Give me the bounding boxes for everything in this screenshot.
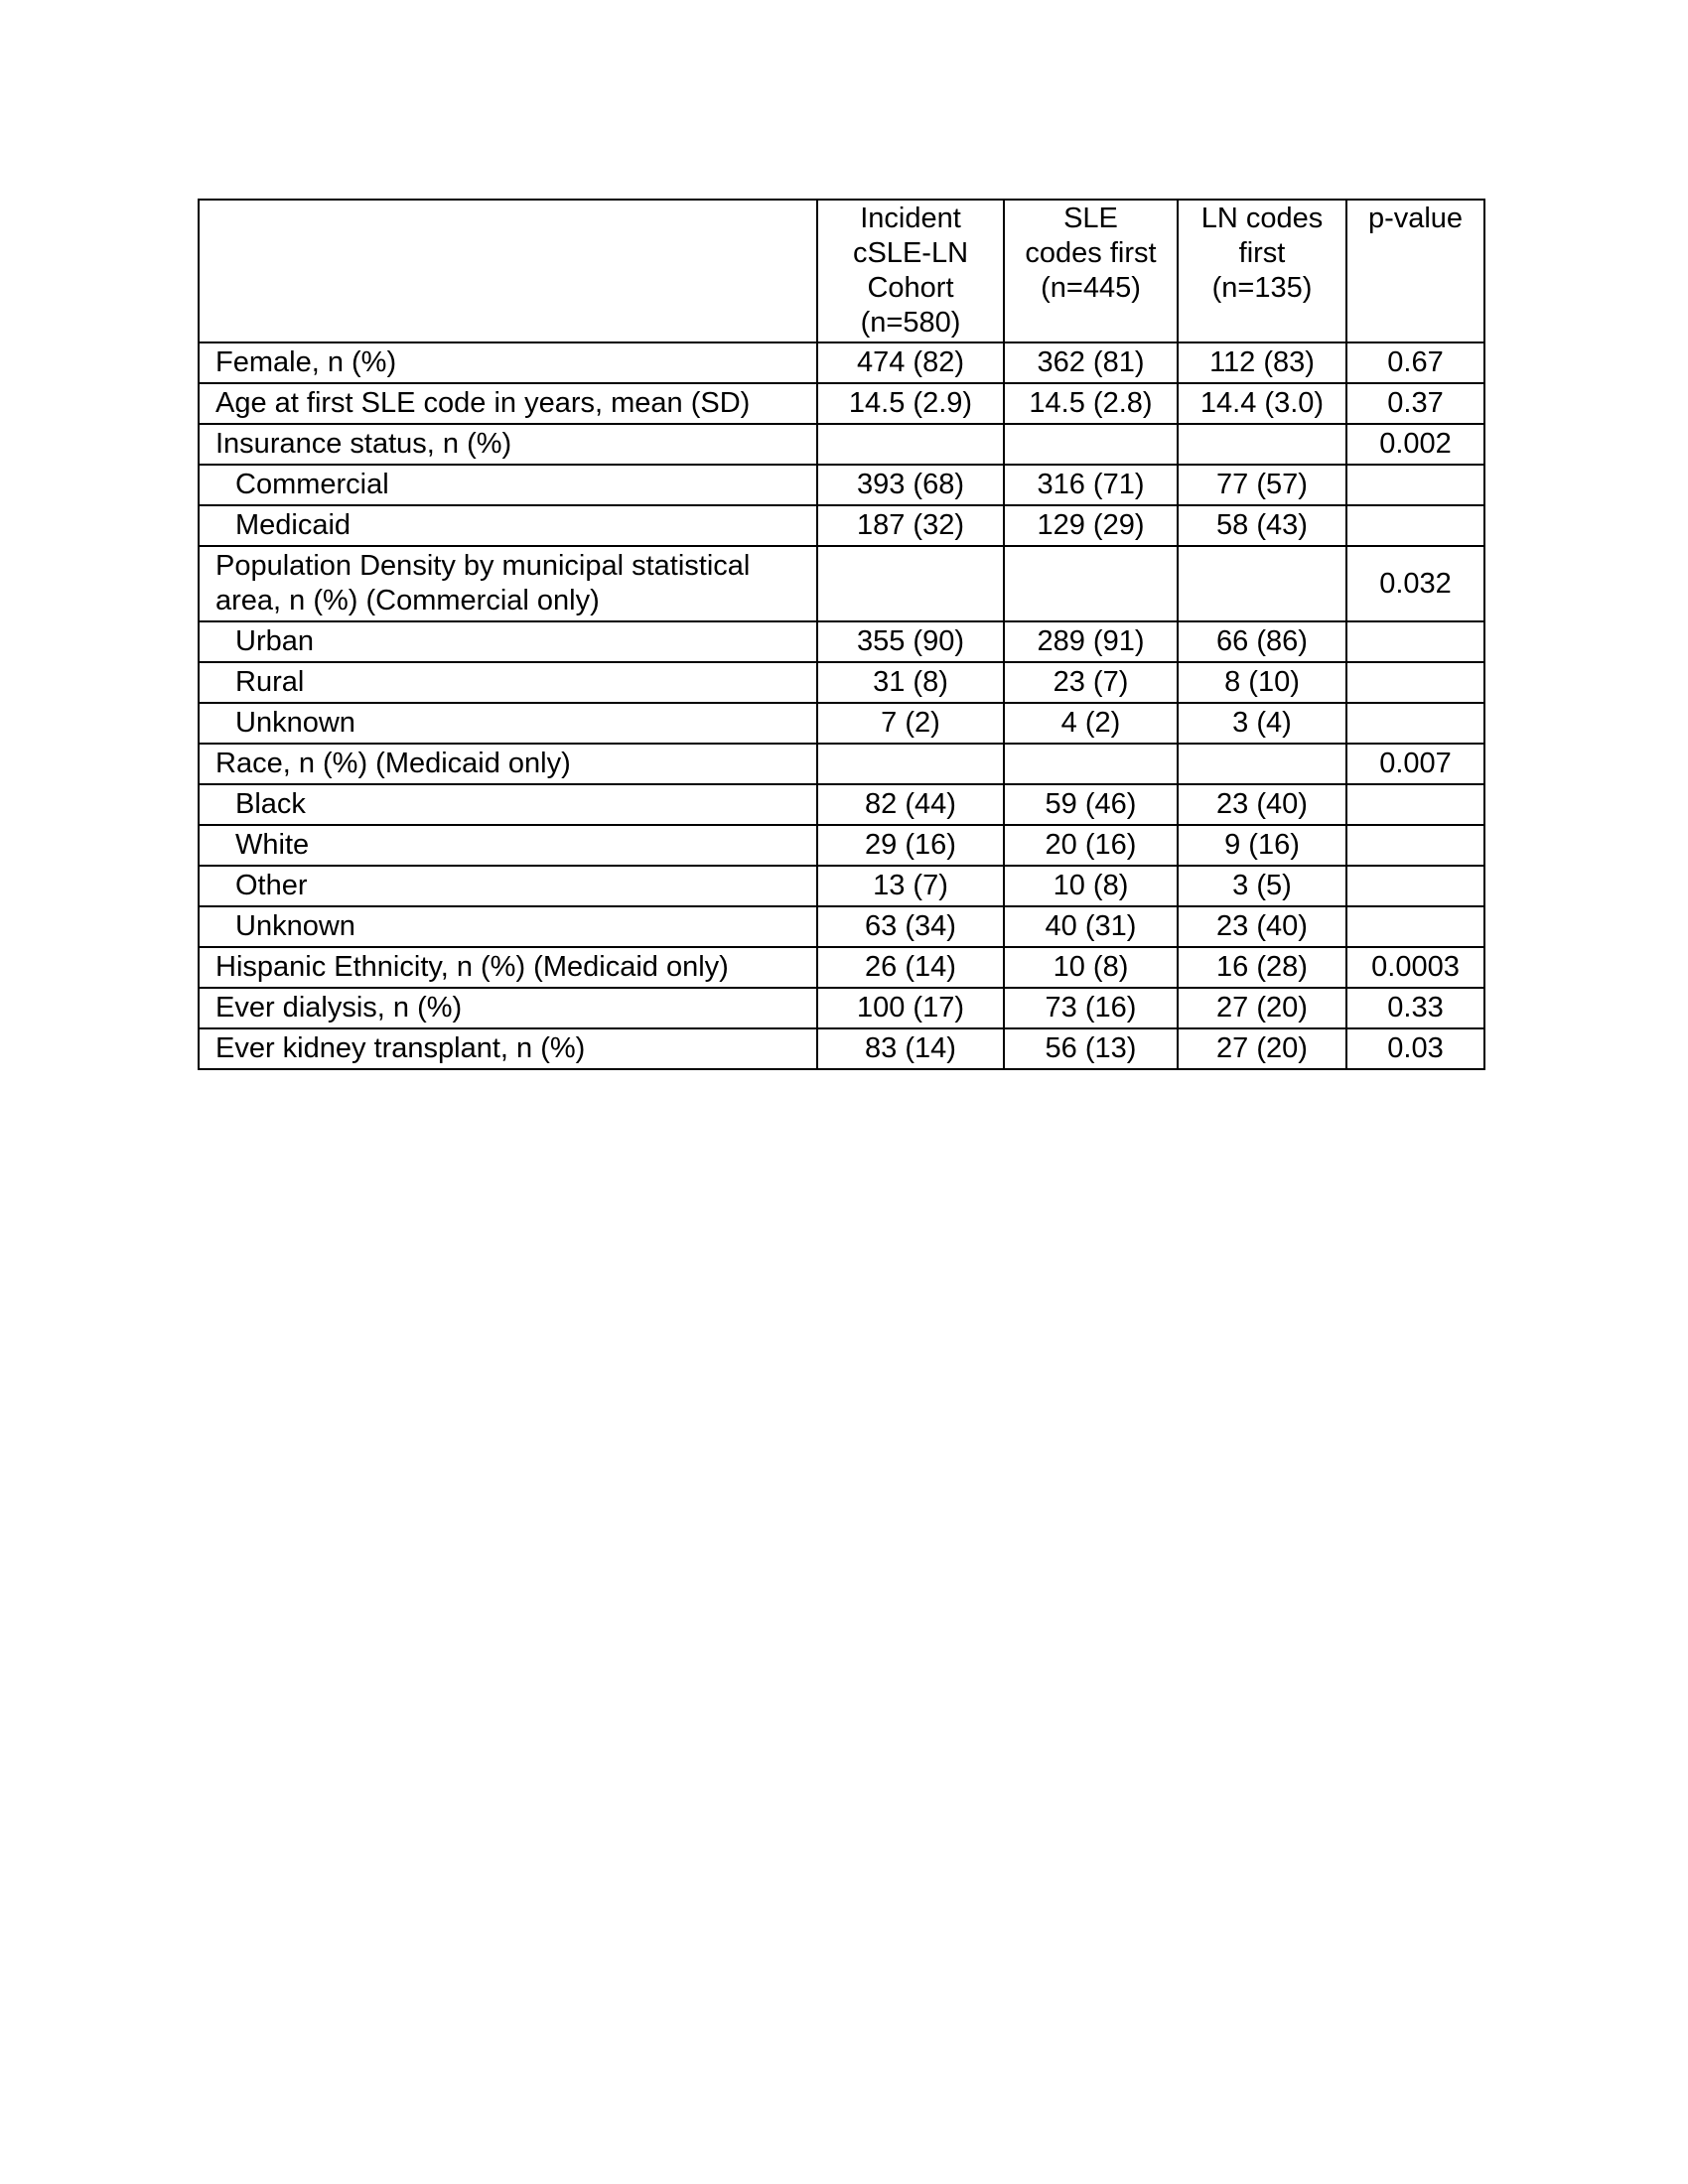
cohort-value — [817, 424, 1004, 465]
row-label: Urban — [199, 621, 817, 662]
p-value: 0.0003 — [1346, 947, 1484, 988]
header-cohort — [817, 200, 1004, 342]
ln-first-value: 16 (28) — [1178, 947, 1346, 988]
cohort-value: 100 (17) — [817, 988, 1004, 1028]
header-line: (n=135) — [1211, 272, 1313, 304]
cohort-value — [817, 744, 1004, 784]
header-line: first — [1238, 237, 1286, 269]
sle-first-value: 59 (46) — [1004, 784, 1178, 825]
ln-first-value: 66 (86) — [1178, 621, 1346, 662]
ln-first-value: 3 (4) — [1178, 703, 1346, 744]
header-line: LN codes — [1200, 203, 1324, 234]
table-row — [199, 744, 1484, 784]
table-row — [199, 342, 1484, 383]
ln-first-value: 8 (10) — [1178, 662, 1346, 703]
cohort-value: 26 (14) — [817, 947, 1004, 988]
row-label: Commercial — [199, 465, 817, 505]
p-value — [1346, 505, 1484, 546]
table-row — [199, 424, 1484, 465]
cohort-value: 63 (34) — [817, 906, 1004, 947]
cohort-value: 187 (32) — [817, 505, 1004, 546]
cohort-value: 83 (14) — [817, 1028, 1004, 1069]
sle-first-value — [1004, 546, 1178, 621]
table-row — [199, 988, 1484, 1028]
header-line: Cohort — [867, 272, 954, 304]
row-label: Insurance status, n (%) — [199, 424, 817, 465]
sle-first-value — [1004, 424, 1178, 465]
row-label: Population Density by municipal statistical area, n (%) (Commercial only) — [199, 546, 817, 621]
sle-first-value: 362 (81) — [1004, 342, 1178, 383]
row-label: Age at first SLE code in years, mean (SD) — [199, 383, 817, 424]
cohort-value — [817, 546, 1004, 621]
cohort-value: 355 (90) — [817, 621, 1004, 662]
row-label: Black — [199, 784, 817, 825]
cohort-value: 13 (7) — [817, 866, 1004, 906]
table-row — [199, 1028, 1484, 1069]
cohort-value: 82 (44) — [817, 784, 1004, 825]
table-row — [199, 662, 1484, 703]
ln-first-value: 27 (20) — [1178, 1028, 1346, 1069]
p-value: 0.33 — [1346, 988, 1484, 1028]
table-row — [199, 383, 1484, 424]
ln-first-value: 112 (83) — [1178, 342, 1346, 383]
header-ln-first — [1178, 200, 1346, 342]
sle-first-value: 129 (29) — [1004, 505, 1178, 546]
header-p-value — [1346, 200, 1484, 342]
row-label: Medicaid — [199, 505, 817, 546]
ln-first-value — [1178, 546, 1346, 621]
row-label: Hispanic Ethnicity, n (%) (Medicaid only) — [199, 947, 817, 988]
header-line: Incident — [860, 203, 961, 234]
table-header-row — [199, 200, 1484, 342]
header-line: (n=445) — [1041, 272, 1141, 304]
header-sle-first — [1004, 200, 1178, 342]
header-line: cSLE-LN — [852, 237, 969, 269]
table-row — [199, 621, 1484, 662]
row-label: Unknown — [199, 703, 817, 744]
ln-first-value: 23 (40) — [1178, 784, 1346, 825]
row-label: Female, n (%) — [199, 342, 817, 383]
p-value — [1346, 866, 1484, 906]
cohort-value: 393 (68) — [817, 465, 1004, 505]
row-label: Ever kidney transplant, n (%) — [199, 1028, 817, 1069]
header-empty-cell — [199, 200, 817, 342]
ln-first-value: 9 (16) — [1178, 825, 1346, 866]
cohort-value: 29 (16) — [817, 825, 1004, 866]
p-value: 0.032 — [1346, 546, 1484, 621]
p-value — [1346, 662, 1484, 703]
ln-first-value: 14.4 (3.0) — [1178, 383, 1346, 424]
sle-first-value: 56 (13) — [1004, 1028, 1178, 1069]
ln-first-value: 58 (43) — [1178, 505, 1346, 546]
sle-first-value: 10 (8) — [1004, 866, 1178, 906]
table-row — [199, 825, 1484, 866]
p-value — [1346, 906, 1484, 947]
sle-first-value — [1004, 744, 1178, 784]
sle-first-value: 4 (2) — [1004, 703, 1178, 744]
table-row — [199, 947, 1484, 988]
ln-first-value: 3 (5) — [1178, 866, 1346, 906]
row-label: Ever dialysis, n (%) — [199, 988, 817, 1028]
table-row — [199, 906, 1484, 947]
sle-first-value: 289 (91) — [1004, 621, 1178, 662]
sle-first-value: 316 (71) — [1004, 465, 1178, 505]
cohort-value: 474 (82) — [817, 342, 1004, 383]
sle-first-value: 23 (7) — [1004, 662, 1178, 703]
row-label: Rural — [199, 662, 817, 703]
table-row — [199, 784, 1484, 825]
header-line: codes first — [1025, 237, 1157, 269]
cohort-value: 7 (2) — [817, 703, 1004, 744]
header-line: (n=580) — [860, 307, 961, 339]
p-value — [1346, 465, 1484, 505]
p-value: 0.007 — [1346, 744, 1484, 784]
p-value — [1346, 825, 1484, 866]
sle-first-value: 20 (16) — [1004, 825, 1178, 866]
cohort-characteristics-table — [198, 199, 1485, 1070]
p-value: 0.03 — [1346, 1028, 1484, 1069]
ln-first-value — [1178, 744, 1346, 784]
table-row — [199, 505, 1484, 546]
ln-first-value: 27 (20) — [1178, 988, 1346, 1028]
ln-first-value — [1178, 424, 1346, 465]
ln-first-value: 23 (40) — [1178, 906, 1346, 947]
header-line: p-value — [1367, 203, 1464, 234]
ln-first-value: 77 (57) — [1178, 465, 1346, 505]
sle-first-value: 10 (8) — [1004, 947, 1178, 988]
cohort-value: 31 (8) — [817, 662, 1004, 703]
cohort-value: 14.5 (2.9) — [817, 383, 1004, 424]
sle-first-value: 73 (16) — [1004, 988, 1178, 1028]
table-row — [199, 465, 1484, 505]
row-label: White — [199, 825, 817, 866]
sle-first-value: 40 (31) — [1004, 906, 1178, 947]
table-row — [199, 703, 1484, 744]
p-value: 0.37 — [1346, 383, 1484, 424]
p-value — [1346, 703, 1484, 744]
table-row — [199, 866, 1484, 906]
p-value — [1346, 784, 1484, 825]
header-line: SLE — [1063, 203, 1118, 234]
row-label: Other — [199, 866, 817, 906]
table-row — [199, 546, 1484, 621]
p-value: 0.002 — [1346, 424, 1484, 465]
sle-first-value: 14.5 (2.8) — [1004, 383, 1178, 424]
row-label: Unknown — [199, 906, 817, 947]
row-label: Race, n (%) (Medicaid only) — [199, 744, 817, 784]
p-value — [1346, 621, 1484, 662]
p-value: 0.67 — [1346, 342, 1484, 383]
